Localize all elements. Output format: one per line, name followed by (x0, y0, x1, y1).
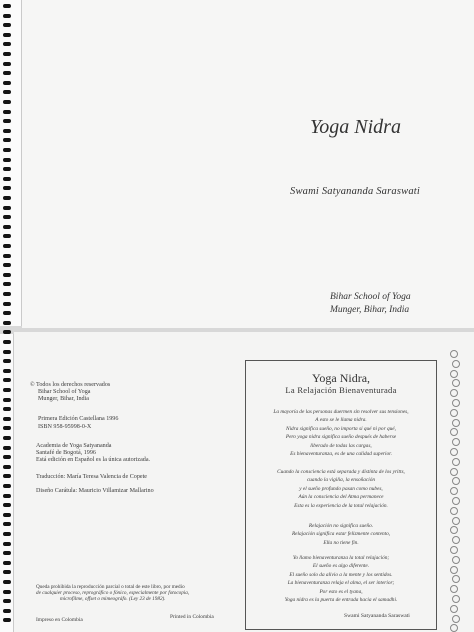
binding-ring (3, 186, 11, 190)
poem-line: Relajación significa estar felizmente contento, (291, 531, 391, 538)
poem-line: Por esto es el tyana, (319, 588, 363, 595)
binding-ring (3, 263, 11, 267)
binding-ring (3, 167, 11, 171)
binding-hole (452, 536, 460, 544)
edition-line: Primera Edición Castellana 1996 (38, 416, 119, 422)
binding-ring (3, 206, 11, 210)
binding-ring (3, 81, 11, 85)
binding-hole (450, 448, 458, 456)
binding-ring (3, 513, 11, 517)
binding-ring (3, 542, 11, 546)
poem-line: Cuando la consciencia está separada y distinta de los yritts, (277, 469, 405, 475)
binding-ring (3, 129, 11, 133)
binding-hole (450, 585, 458, 593)
binding-ring (3, 532, 11, 536)
poem-line: El sueño es algo diferente. (312, 563, 370, 570)
academy-line-2: Santafé de Bogotá, 1996 (36, 450, 96, 456)
binding-ring (3, 234, 11, 238)
epigraph-subtitle: La Relajación Bienaventurada (285, 385, 397, 395)
binding-ring (3, 4, 11, 8)
translation-line: Traducción: María Teresa Valencia de Copete (36, 474, 147, 480)
binding-ring (3, 465, 11, 469)
binding-hole (452, 575, 460, 583)
poem-line: Pero yoga nidra significa sueño después de haberse (285, 434, 397, 441)
binding-ring (3, 244, 11, 248)
poem-line: Relajación no significa sueño. (308, 523, 374, 529)
binding-ring (3, 417, 11, 421)
binding-ring (3, 388, 11, 392)
binding-hole (450, 468, 458, 476)
publisher-line-1: Bihar School of Yoga (330, 292, 411, 302)
binding-ring (3, 599, 11, 603)
poem-line: Nidra significa sueño, no importa si qué ni por qué, (286, 425, 396, 432)
binding-hole (450, 409, 458, 417)
binding-hole (450, 546, 458, 554)
binding-ring (3, 292, 11, 296)
spiral-binding-left (0, 0, 14, 632)
binding-ring (3, 62, 11, 66)
epigraph-signature: Swami Satyananda Saraswati (344, 613, 410, 619)
binding-ring (3, 590, 11, 594)
binding-ring (3, 359, 11, 363)
binding-hole (452, 615, 460, 623)
binding-hole (450, 350, 458, 358)
footer-printed-es: Impreso en Colombia (36, 617, 83, 623)
binding-ring (3, 158, 11, 162)
binding-hole (452, 399, 460, 407)
poem-line: A esto se le llama nidra. (315, 417, 367, 424)
binding-ring (3, 52, 11, 56)
title-page (22, 0, 474, 328)
binding-ring (3, 340, 11, 344)
binding-hole (452, 360, 460, 368)
publisher-line-2: Munger, Bihar, India (330, 305, 410, 315)
rights-line-2: Bihar School of Yoga (38, 389, 91, 395)
binding-hole (452, 438, 460, 446)
binding-ring (3, 426, 11, 430)
binding-hole (450, 507, 458, 515)
cover-design-line: Diseño Carátula: Mauricio Villamizar Mallarino (36, 488, 154, 494)
poem-line: y el sueño profundo pasan como nubes, (299, 485, 383, 492)
binding-ring (3, 494, 11, 498)
poem-line: Yoga nidra es la puerta de entrada hacia el samadhi. (284, 597, 398, 603)
binding-ring (3, 23, 11, 27)
book-title: Yoga Nidra (310, 116, 401, 138)
binding-hole (450, 389, 458, 397)
binding-hole (452, 477, 460, 485)
binding-ring (3, 71, 11, 75)
binding-ring (3, 436, 11, 440)
binding-hole (452, 458, 460, 466)
binding-ring (3, 446, 11, 450)
poem-line: Ella no tiene fin. (323, 539, 359, 546)
poem-line: La mayoría de las personas duermen sin resolver sus tensiones, (273, 409, 409, 415)
binding-ring (3, 484, 11, 488)
binding-ring (3, 321, 11, 325)
binding-ring (3, 42, 11, 46)
binding-hole (452, 517, 460, 525)
binding-hole (450, 428, 458, 436)
binding-ring (3, 215, 11, 219)
footer-printed-en: Printed in Colombia (170, 614, 214, 620)
binding-hole (452, 497, 460, 505)
rights-line-3: Munger, Bihar, India (38, 396, 89, 402)
binding-ring (3, 225, 11, 229)
legal-line-3: microfilme, offset o mimeográfo. (Ley 23 de 1982). (60, 596, 166, 602)
binding-ring (3, 570, 11, 574)
academy-line-3: Está edición en Español es la única autorizada. (36, 457, 151, 463)
binding-ring (3, 138, 11, 142)
binding-ring (3, 14, 11, 18)
binding-ring (3, 350, 11, 354)
binding-ring (3, 455, 11, 459)
binding-ring (3, 302, 11, 306)
legal-line-2: de cualquier proceso, reprográfico o fónico, especialmente por fotocopia, (36, 590, 190, 596)
binding-ring (3, 398, 11, 402)
binding-ring (3, 369, 11, 373)
poem-line: liberado de todas las cargas, (310, 442, 372, 449)
binding-ring (3, 522, 11, 526)
binding-ring (3, 254, 11, 258)
poem-line: La bienaventuranza relaja el alma, el ser interior; (287, 580, 395, 587)
spiral-binding-right (446, 350, 462, 632)
rights-line-1: © Todos los derechos reservados (30, 382, 111, 388)
binding-hole (450, 370, 458, 378)
binding-ring (3, 90, 11, 94)
binding-ring (3, 33, 11, 37)
binding-ring (3, 282, 11, 286)
binding-hole (450, 624, 458, 632)
binding-ring (3, 196, 11, 200)
binding-ring (3, 609, 11, 613)
binding-ring (3, 110, 11, 114)
binding-ring (3, 561, 11, 565)
author-name: Swami Satyananda Saraswati (290, 186, 421, 197)
binding-ring (3, 311, 11, 315)
binding-hole (450, 487, 458, 495)
binding-hole (452, 419, 460, 427)
poem-line: El sueño solo da alivio a la mente y los sentidos. (289, 571, 393, 578)
binding-hole (450, 605, 458, 613)
binding-ring (3, 580, 11, 584)
academy-line-1: Academia de Yoga Satyananda (36, 443, 112, 449)
binding-hole (452, 379, 460, 387)
binding-ring (3, 148, 11, 152)
binding-ring (3, 407, 11, 411)
binding-hole (452, 556, 460, 564)
binding-ring (3, 378, 11, 382)
binding-ring (3, 551, 11, 555)
binding-hole (450, 566, 458, 574)
binding-ring (3, 119, 11, 123)
binding-ring (3, 273, 11, 277)
poem-line: Es bienaventuranza, es de una calidad superior. (290, 451, 392, 457)
isbn-line: ISBN 958-95998-0-X (38, 424, 92, 430)
binding-ring (3, 503, 11, 507)
binding-ring (3, 474, 11, 478)
poem-line: Yo llamo bienaventuranza la total relajación; (292, 555, 390, 561)
binding-ring (3, 618, 11, 622)
binding-ring (3, 177, 11, 181)
epigraph-box (245, 360, 437, 630)
poem-line: Aún la consciencia del Atma permanece (298, 494, 384, 501)
poem-line: Esta es la experiencia de la total relajación. (294, 502, 388, 509)
epigraph-title: Yoga Nidra, (311, 371, 371, 385)
poem-line: cuando la vigilia, la ensoñación (306, 477, 376, 484)
legal-line-1: Queda prohibida la reproducción parcial o total de este libro, por medio (36, 584, 185, 590)
binding-hole (452, 595, 460, 603)
binding-ring (3, 330, 11, 334)
binding-hole (450, 526, 458, 534)
binding-ring (3, 100, 11, 104)
